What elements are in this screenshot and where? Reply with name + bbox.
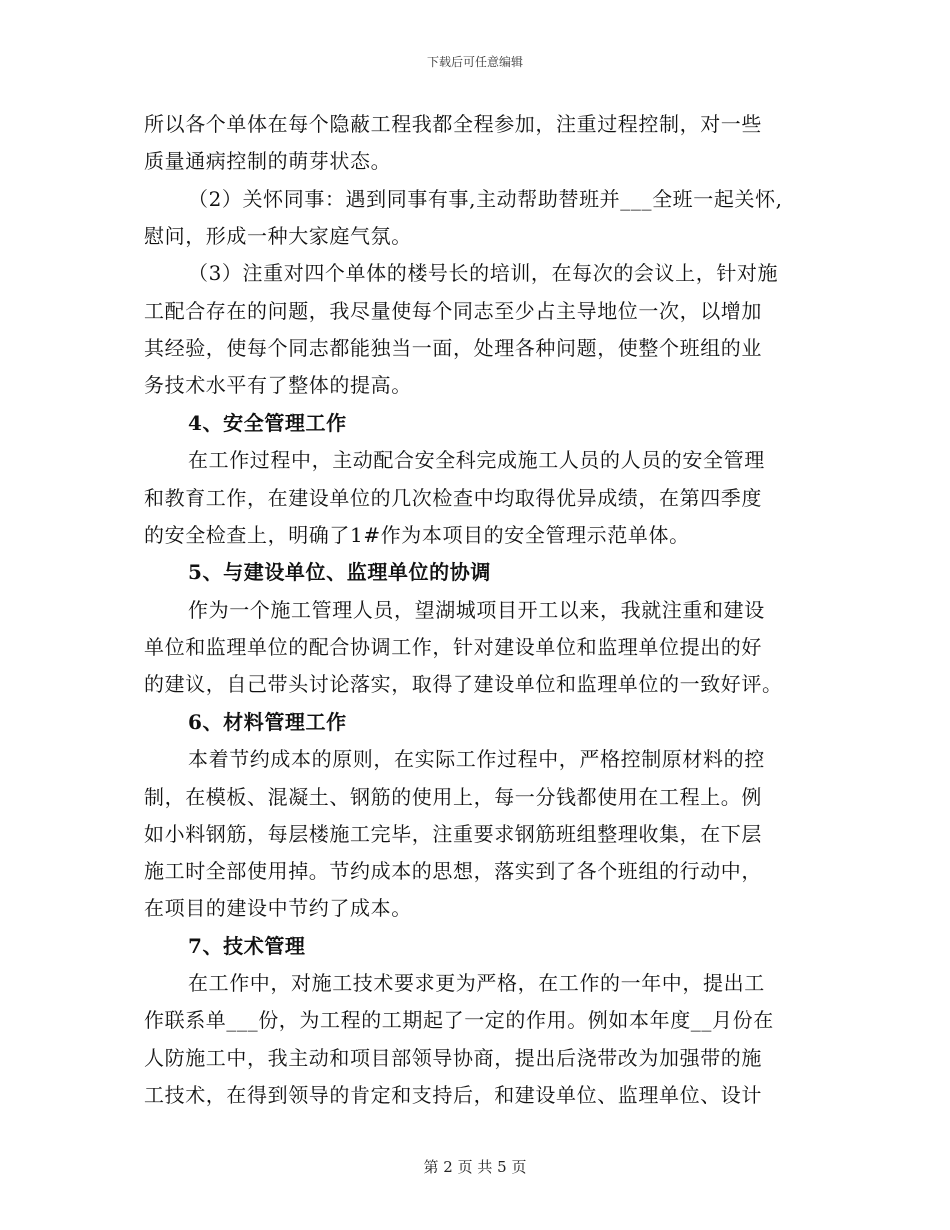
body-text-line: 的建议，自己带头讨论落实，取得了建设单位和监理单位的一致好评。 xyxy=(144,672,783,696)
page-header: 下载后可任意编辑 xyxy=(426,55,523,69)
body-text-line: 单位和监理单位的配合协调工作，针对建设单位和监理单位提出的好 xyxy=(144,635,762,659)
page-number-footer: 第 2 页 共 5 页 xyxy=(423,1158,527,1176)
body-text-line: 慰问，形成一种大家庭气氛。 xyxy=(144,224,412,248)
body-text-line: 质量通病控制的萌芽状态。 xyxy=(144,149,392,173)
body-text-line: 作联系单___份，为工程的工期起了一定的作用。例如本年度__月份在 xyxy=(144,1008,774,1032)
body-text-line: 在项目的建设中节约了成本。 xyxy=(144,896,412,920)
body-text-line: 其经验，使每个同志都能独当一面，处理各种问题，使整个班组的业 xyxy=(144,336,762,360)
body-text-line: 所以各个单体在每个隐蔽工程我都全程参加，注重过程控制，对一些 xyxy=(144,112,762,136)
section-heading: 7、技术管理 xyxy=(188,934,306,958)
body-text-line: 人防施工中，我主动和项目部领导协商，提出后浇带改为加强带的施 xyxy=(144,1046,762,1070)
body-text-line: 如小料钢筋，每层楼施工完毕，注重要求钢筋班组整理收集，在下层 xyxy=(144,822,762,846)
body-text-line: 工配合存在的问题，我尽量使每个同志至少占主导地位一次，以增加 xyxy=(144,299,762,323)
section-heading: 5、与建设单位、监理单位的协调 xyxy=(188,560,491,584)
section-heading: 4、安全管理工作 xyxy=(188,411,347,435)
body-text-line: 和教育工作，在建设单位的几次检查中均取得优异成绩，在第四季度 xyxy=(144,486,762,510)
body-text-line: 本着节约成本的原则，在实际工作过程中，严格控制原材料的控 xyxy=(188,747,765,771)
body-text-line: 作为一个施工管理人员，望湖城项目开工以来，我就注重和建设 xyxy=(188,598,765,622)
body-text-line: 制，在模板、混凝土、钢筋的使用上，每一分钱都使用在工程上。例 xyxy=(144,785,762,809)
body-text-line: 在工作中，对施工技术要求更为严格，在工作的一年中，提出工 xyxy=(188,971,765,995)
body-text-line: （3）注重对四个单体的楼号长的培训，在每次的会议上，针对施 xyxy=(188,261,779,285)
body-text-line: 在工作过程中，主动配合安全科完成施工人员的人员的安全管理 xyxy=(188,448,765,472)
body-text-line: （2）关怀同事：遇到同事有事,主动帮助替班并___全班一起关怀, xyxy=(188,187,783,211)
body-text-line: 工技术，在得到领导的肯定和支持后，和建设单位、监理单位、设计 xyxy=(144,1083,762,1107)
body-text-line: 施工时全部使用掉。节约成本的思想，落实到了各个班组的行动中， xyxy=(144,859,762,883)
body-text-line: 的安全检查上，明确了1#作为本项目的安全管理示范单体。 xyxy=(144,523,690,547)
section-heading: 6、材料管理工作 xyxy=(188,710,347,734)
body-text-line: 务技术水平有了整体的提高。 xyxy=(144,373,412,397)
